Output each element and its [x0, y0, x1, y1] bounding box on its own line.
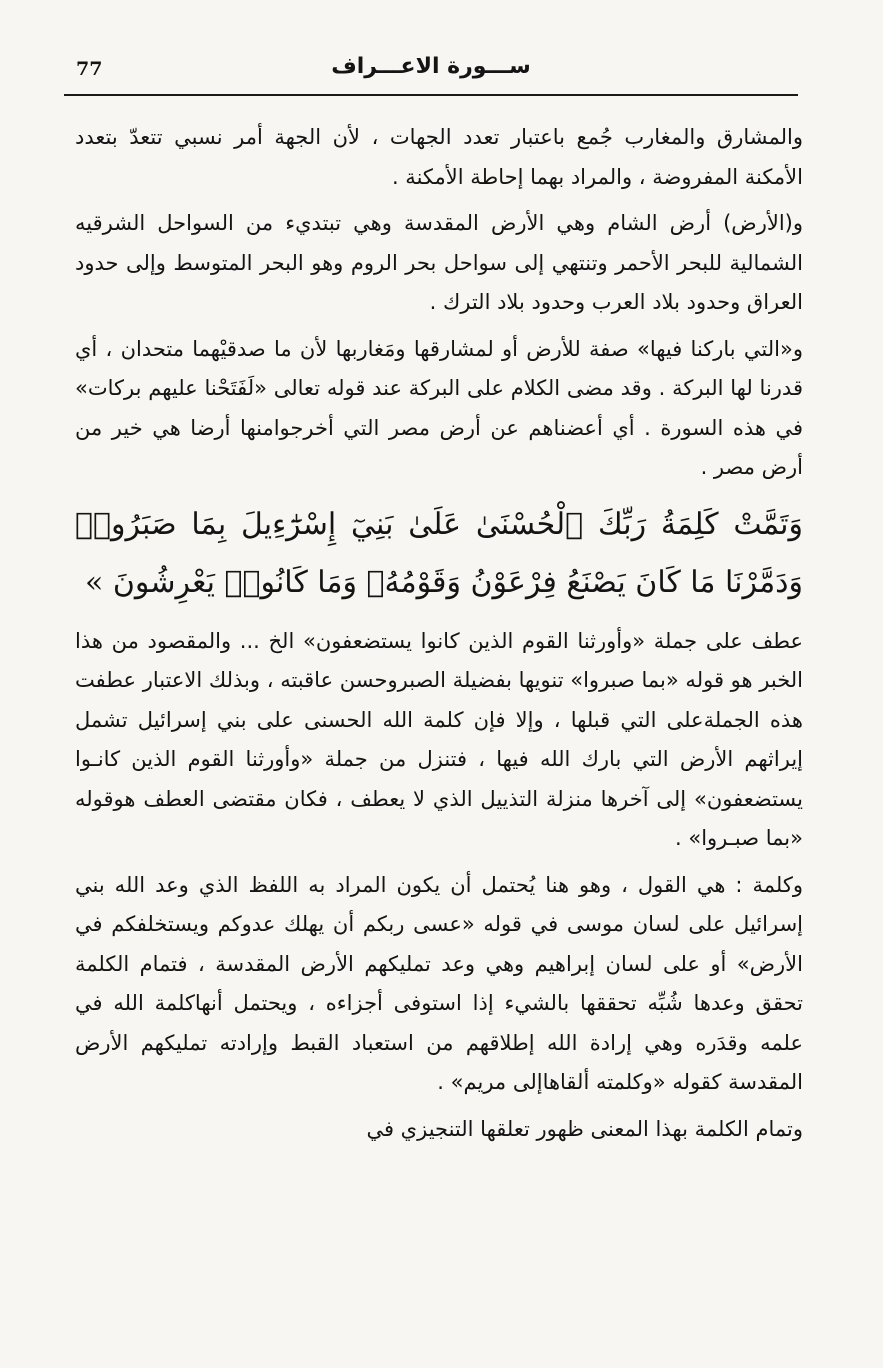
paragraph: و«التي باركنا فيها» صفة للأرض أو لمشارقها ومَغاربها لأن ما صدقيْهما متحدان ، أي قدرنا لها البركة . وقد مضى الكلام على البركة عند قوله تعالى «لَفَتَحْنا عليهم بركات» في هذه السورة . أي أعضناهم عن أرض مصر التي أخرجوامنها أرضا هي خير من أرض مصر . — [75, 336, 803, 479]
paragraph: والمشارق والمغارب جُمع باعتبار تعدد الجهات ، لأن الجهة أمر نسبي تتعدّ بتعدد الأمكنة المفروضة ، والمراد بهما إحاطة الأمكنة . — [75, 125, 803, 189]
page-header — [64, 52, 798, 96]
header-rule — [64, 94, 798, 96]
paragraph: عطف على جملة «وأورثنا القوم الذين كانوا يستضعفون» الخ ... والمقصود من هذا الخبر هو قوله «بما صبروا» تنويها بفضيلة الصبروحسن عاقبته ، وبذلك الاعتبار عطفت هذه الجملةعلى التي قبلها ، وإلا فإن كلمة الله الحسنى على بني إسرائيل تشمل إيراثهم الأرض التي بارك الله فيها ، فتنزل من جملة «وأورثنا القوم الذين كانـوا يستضعفون» إلى آخرها منزلة التذييل الذي لا يعطف ، فكان مقتضى العطف هوقوله «بما صبـروا» . — [75, 628, 803, 850]
page-number: 77 — [76, 58, 103, 80]
quran-verse: وَتَمَّتْ كَلِمَةُ رَبِّكَ ٱلْحُسْنَىٰ عَلَىٰ بَنِيٓ إِسْرَٰٓءِيلَ بِمَا صَبَرُوا۟ وَدَمَّرْنَا مَا كَانَ يَصْنَعُ فِرْعَوْنُ وَقَوْمُهُۥ وَمَا كَانُوا۟ يَعْرِشُونَ » — [75, 506, 803, 600]
paragraph: وكلمة : هي القول ، وهو هنا يُحتمل أن يكون المراد به اللفظ الذي وعد الله بني إسرائيل على لسان موسى في قوله «عسى ربكم أن يهلك عدوكم ويستخلفكم في الأرض» أو على لسان إبراهيم وهي وعد تمليكهم الأرض المقدسة ، فتمام الكلمة تحقق وعدها شُبِّه تحققها بالشيء إذا استوفى أجزاءه ، ويحتمل أنهاكلمة الله في علمه وقدَره وهي إرادة الله إطلاقهم من استعباد القبط وإرادته تمليكهم الأرض المقدسة كقوله «وكلمته ألقاهاإلى مريم» . — [75, 872, 803, 1094]
paragraph: وتمام الكلمة بهذا المعنى ظهور تعلقها التنجيزي في — [366, 1116, 803, 1141]
page-body — [75, 118, 803, 1156]
surah-title: ســـورة الاعـــراف — [331, 54, 531, 79]
paragraph: و(الأرض) أرض الشام وهي الأرض المقدسة وهي تبتديء من السواحل الشرقيه الشمالية للبحر الأحمر وتنتهي إلى سواحل بحر الروم وهو البحر المتوسط وإلى حدود العراق وحدود بلاد العرب وحدود بلاد الترك . — [75, 211, 803, 314]
